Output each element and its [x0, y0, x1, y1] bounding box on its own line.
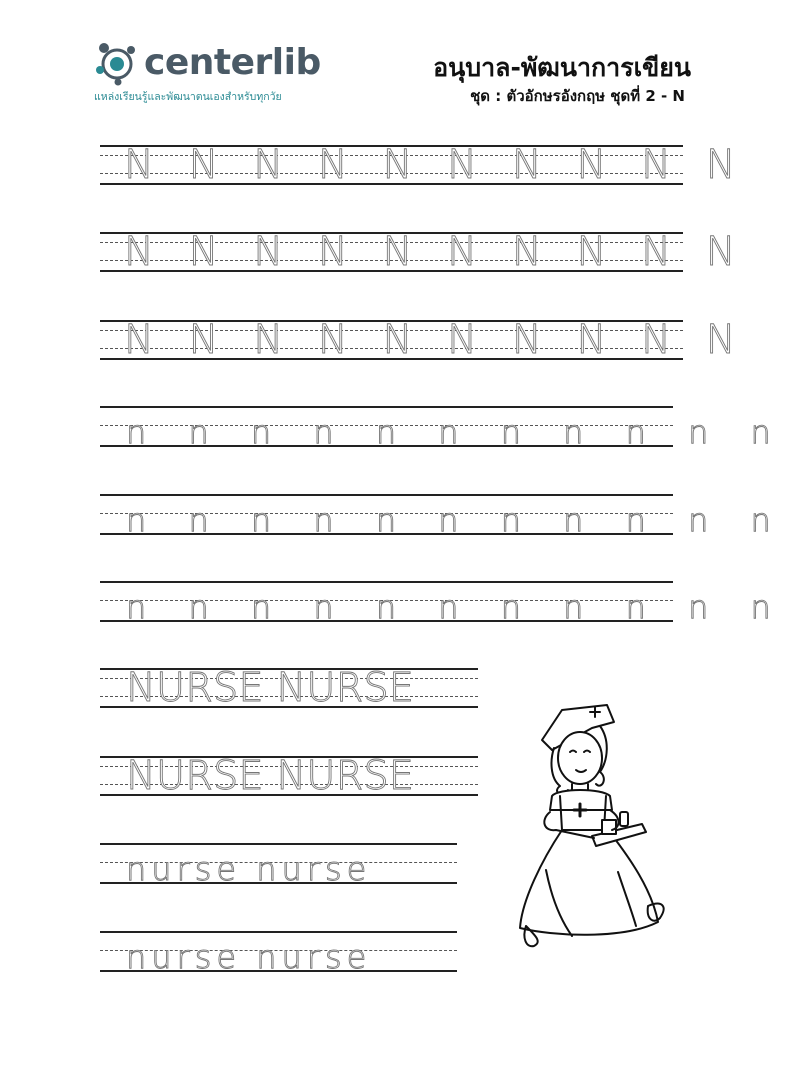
practice-row: [100, 142, 747, 189]
tracing-text: NURSE NURSE: [126, 753, 415, 799]
top-guide-line: [100, 931, 457, 933]
base-guide-line: [100, 620, 673, 622]
tracing-text: N N N N N N N N N N: [124, 142, 747, 188]
page-subtitle: ชุด : ตัวอักษรอังกฤษ ชุดที่ 2 - N: [470, 87, 685, 105]
tracing-text: n n n n n n n n n n n: [126, 588, 787, 626]
base-guide-line: [100, 358, 683, 360]
top-guide-line: [100, 581, 673, 583]
tracing-text: N N N N N N N N N N: [124, 317, 747, 363]
practice-row: [100, 229, 747, 276]
logo-tagline: แหล่งเรียนรู้และพัฒนาตนเองสำหรับทุกวัย: [94, 91, 282, 103]
tracing-text: nurse nurse: [126, 850, 372, 888]
practice-row: [100, 317, 747, 364]
tracing-text: n n n n n n n n n n n: [126, 413, 787, 451]
nurse-illustration: [512, 700, 682, 950]
logo: [94, 38, 324, 108]
practice-row: [100, 494, 787, 539]
centerlib-logo-icon: [94, 40, 140, 86]
tracing-text: nurse nurse: [126, 938, 372, 976]
tracing-text: N N N N N N N N N N: [124, 229, 747, 275]
logo-text: centerlib: [144, 42, 321, 83]
top-guide-line: [100, 494, 673, 496]
base-guide-line: [100, 445, 673, 447]
base-guide-line: [100, 270, 683, 272]
practice-row: [100, 406, 787, 451]
tracing-text: NURSE NURSE: [126, 665, 415, 711]
top-guide-line: [100, 843, 457, 845]
base-guide-line: [100, 706, 478, 708]
base-guide-line: [100, 183, 683, 185]
practice-row: [100, 931, 457, 975]
practice-row: [100, 581, 787, 626]
top-guide-line: [100, 406, 673, 408]
base-guide-line: [100, 882, 457, 884]
practice-row: [100, 665, 478, 712]
base-guide-line: [100, 794, 478, 796]
base-guide-line: [100, 970, 457, 972]
page-title: อนุบาล-พัฒนาการเขียน: [433, 53, 691, 82]
practice-row: [100, 843, 457, 887]
tracing-text: n n n n n n n n n n n: [126, 501, 787, 539]
base-guide-line: [100, 533, 673, 535]
practice-row: [100, 753, 478, 800]
